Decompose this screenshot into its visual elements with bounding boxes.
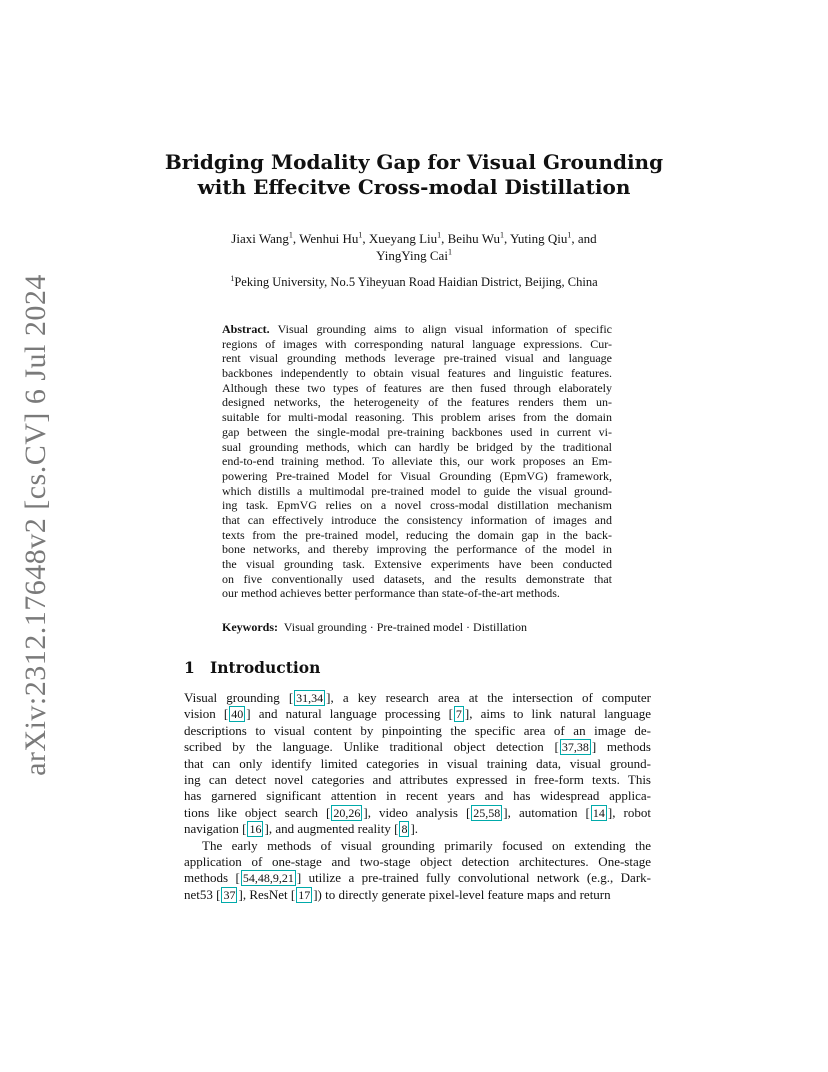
body-line: tions like object search [ 20,26 ], video analysis [ 25,58 ], automation [ 14 ], robot [184, 804, 651, 820]
author-line-2 [0, 247, 828, 264]
affiliation-text: Peking University, No.5 Yiheyuan Road Haidian District, Beijing, China [234, 275, 598, 289]
citation-link[interactable]: [ 16 ] [242, 821, 269, 837]
abstract-line: gap between the single-modal pre-training backbones used in current vi- [222, 424, 612, 439]
abstract-line: bone networks, and thereby improving the performance of the model in [222, 542, 612, 557]
author-name: Yuting Qiu [509, 231, 568, 246]
arxiv-identifier-stamp: arXiv:2312.17648v2 [cs.CV] 6 Jul 2024 [19, 274, 52, 776]
abstract-line: our method achieves better performance than state-of-the-art methods. [222, 586, 560, 601]
title-line-1: Bridging Modality Gap for Visual Grounding [164, 150, 664, 174]
section-number: 1 [184, 658, 195, 677]
keywords-label: Keywords: [222, 620, 278, 634]
author-affiliation-marker: 1 [447, 247, 452, 257]
paper-title [0, 150, 828, 200]
body-line: Visual grounding [ 31,34 ], a key research area at the intersection of computer [184, 690, 651, 705]
abstract-line: rent visual grounding methods leverage pre-trained visual and language [222, 351, 612, 366]
abstract-line: ing task. EpmVG relies on a novel cross-modal distillation mechanism [222, 498, 612, 513]
body-line: application of one-stage and two-stage object detection architectures. One-stage [184, 853, 651, 869]
author-separator: , [362, 231, 369, 246]
citation-link[interactable]: [ 14 ] [585, 804, 613, 820]
body-line: descriptions to visual content by pinpointing the specific area of an image de- [184, 722, 651, 738]
citation-link[interactable]: [ 25,58 ] [465, 804, 508, 820]
abstract-line: Abstract. Visual grounding aims to align visual information of specific [222, 322, 612, 336]
author-separator: , [503, 231, 510, 246]
abstract-line: designed networks, the heterogeneity of the features renders them un- [222, 395, 612, 410]
author-list [0, 230, 828, 264]
body-line: scribed by the language. Unlike traditional object detection [ 37,38 ] methods [184, 739, 651, 755]
author-affiliation-marker: 1 [288, 230, 293, 240]
abstract-line: powering Pre-trained Model for Visual Grounding (EpmVG) framework, [222, 468, 612, 483]
abstract-line: backbones independently to obtain visual features and linguistic features. [222, 366, 612, 381]
abstract-line: regions of images with corresponding natural language expressions. Cur- [222, 336, 612, 351]
body-line: navigation [ 16 ], and augmented reality [ 8 ]. [184, 821, 419, 837]
abstract-line: on five conventionally used datasets, and the results demonstrate that [222, 571, 612, 586]
abstract [222, 322, 612, 601]
citation-link[interactable]: [ 8 ] [394, 821, 415, 837]
citation-link[interactable]: [ 7 ] [448, 706, 470, 722]
body-line: ing can detect novel categories and attributes expressed in free-form texts. This [184, 771, 651, 787]
citation-link[interactable]: [ 40 ] [223, 706, 251, 722]
keywords [222, 620, 612, 635]
citation-link[interactable]: [ 37,38 ] [554, 739, 597, 755]
author-name: Jiaxi Wang [231, 231, 289, 246]
body-line: The early methods of visual grounding primarily focused on extending the [202, 837, 651, 853]
author-separator: , and [571, 231, 597, 246]
abstract-line: texts from the pre-trained model, reducing the domain gap in the back- [222, 527, 612, 542]
body-line: vision [ 40 ] and natural language processing [ 7 ], aims to link natural language [184, 706, 651, 722]
section-title: Introduction [210, 658, 321, 677]
abstract-label: Abstract. [222, 322, 270, 336]
body-line: net53 [ 37 ], ResNet [ 17 ]) to directly generate pixel-level feature maps and return [184, 886, 611, 902]
abstract-line: sual grounding methods, which can hardly be bridged by the traditional [222, 439, 612, 454]
body-text [184, 690, 651, 903]
author-line-1 [0, 230, 828, 247]
author-affiliation-marker: 1 [499, 230, 504, 240]
author-name: Wenhui Hu [299, 231, 359, 246]
citation-link[interactable]: [ 20,26 ] [326, 804, 368, 820]
affiliation-marker: 1 [230, 273, 235, 283]
section-heading [184, 659, 644, 677]
citation-link[interactable]: [ 17 ] [290, 886, 318, 902]
citation-link[interactable]: [ 37 ] [216, 886, 243, 902]
author-affiliation-marker: 1 [358, 230, 363, 240]
keywords-text: Visual grounding · Pre-trained model · Distillation [283, 620, 528, 634]
body-line: has garnered significant attention in recent years and has widespread applica- [184, 788, 651, 804]
abstract-line: which distills a multimodal pre-trained model to guide the visual ground- [222, 483, 612, 498]
author-name: YingYing Cai [376, 248, 448, 263]
abstract-line: the visual grounding task. Extensive experiments have been conducted [222, 557, 612, 571]
author-separator: , [292, 231, 300, 246]
abstract-line: end-to-end training method. To alleviate this, our work proposes an Em- [222, 454, 612, 469]
citation-link[interactable]: [ 31,34 ] [288, 690, 331, 705]
author-affiliation-marker: 1 [437, 230, 442, 240]
body-line: methods [ 54,48,9,21 ] utilize a pre-trained fully convolutional network (e.g., Dark- [184, 870, 651, 886]
abstract-line: suitable for multi-modal reasoning. This problem arises from the domain [222, 410, 612, 425]
author-name: Xueyang Liu [368, 231, 438, 246]
title-line-2: with Effecitve Cross-modal Distillation [197, 175, 631, 199]
citation-link[interactable]: [ 54,48,9,21 ] [235, 870, 302, 886]
affiliation [0, 274, 828, 290]
body-line: that can only identify limited categories in visual training data, visual ground- [184, 755, 651, 771]
abstract-line: Although these two types of features are then fused through elaborately [222, 380, 612, 395]
abstract-line: that can effectively introduce the consistency information of images and [222, 512, 612, 527]
author-separator: , [441, 231, 448, 246]
author-name: Beihu Wu [447, 231, 500, 246]
author-affiliation-marker: 1 [567, 230, 572, 240]
